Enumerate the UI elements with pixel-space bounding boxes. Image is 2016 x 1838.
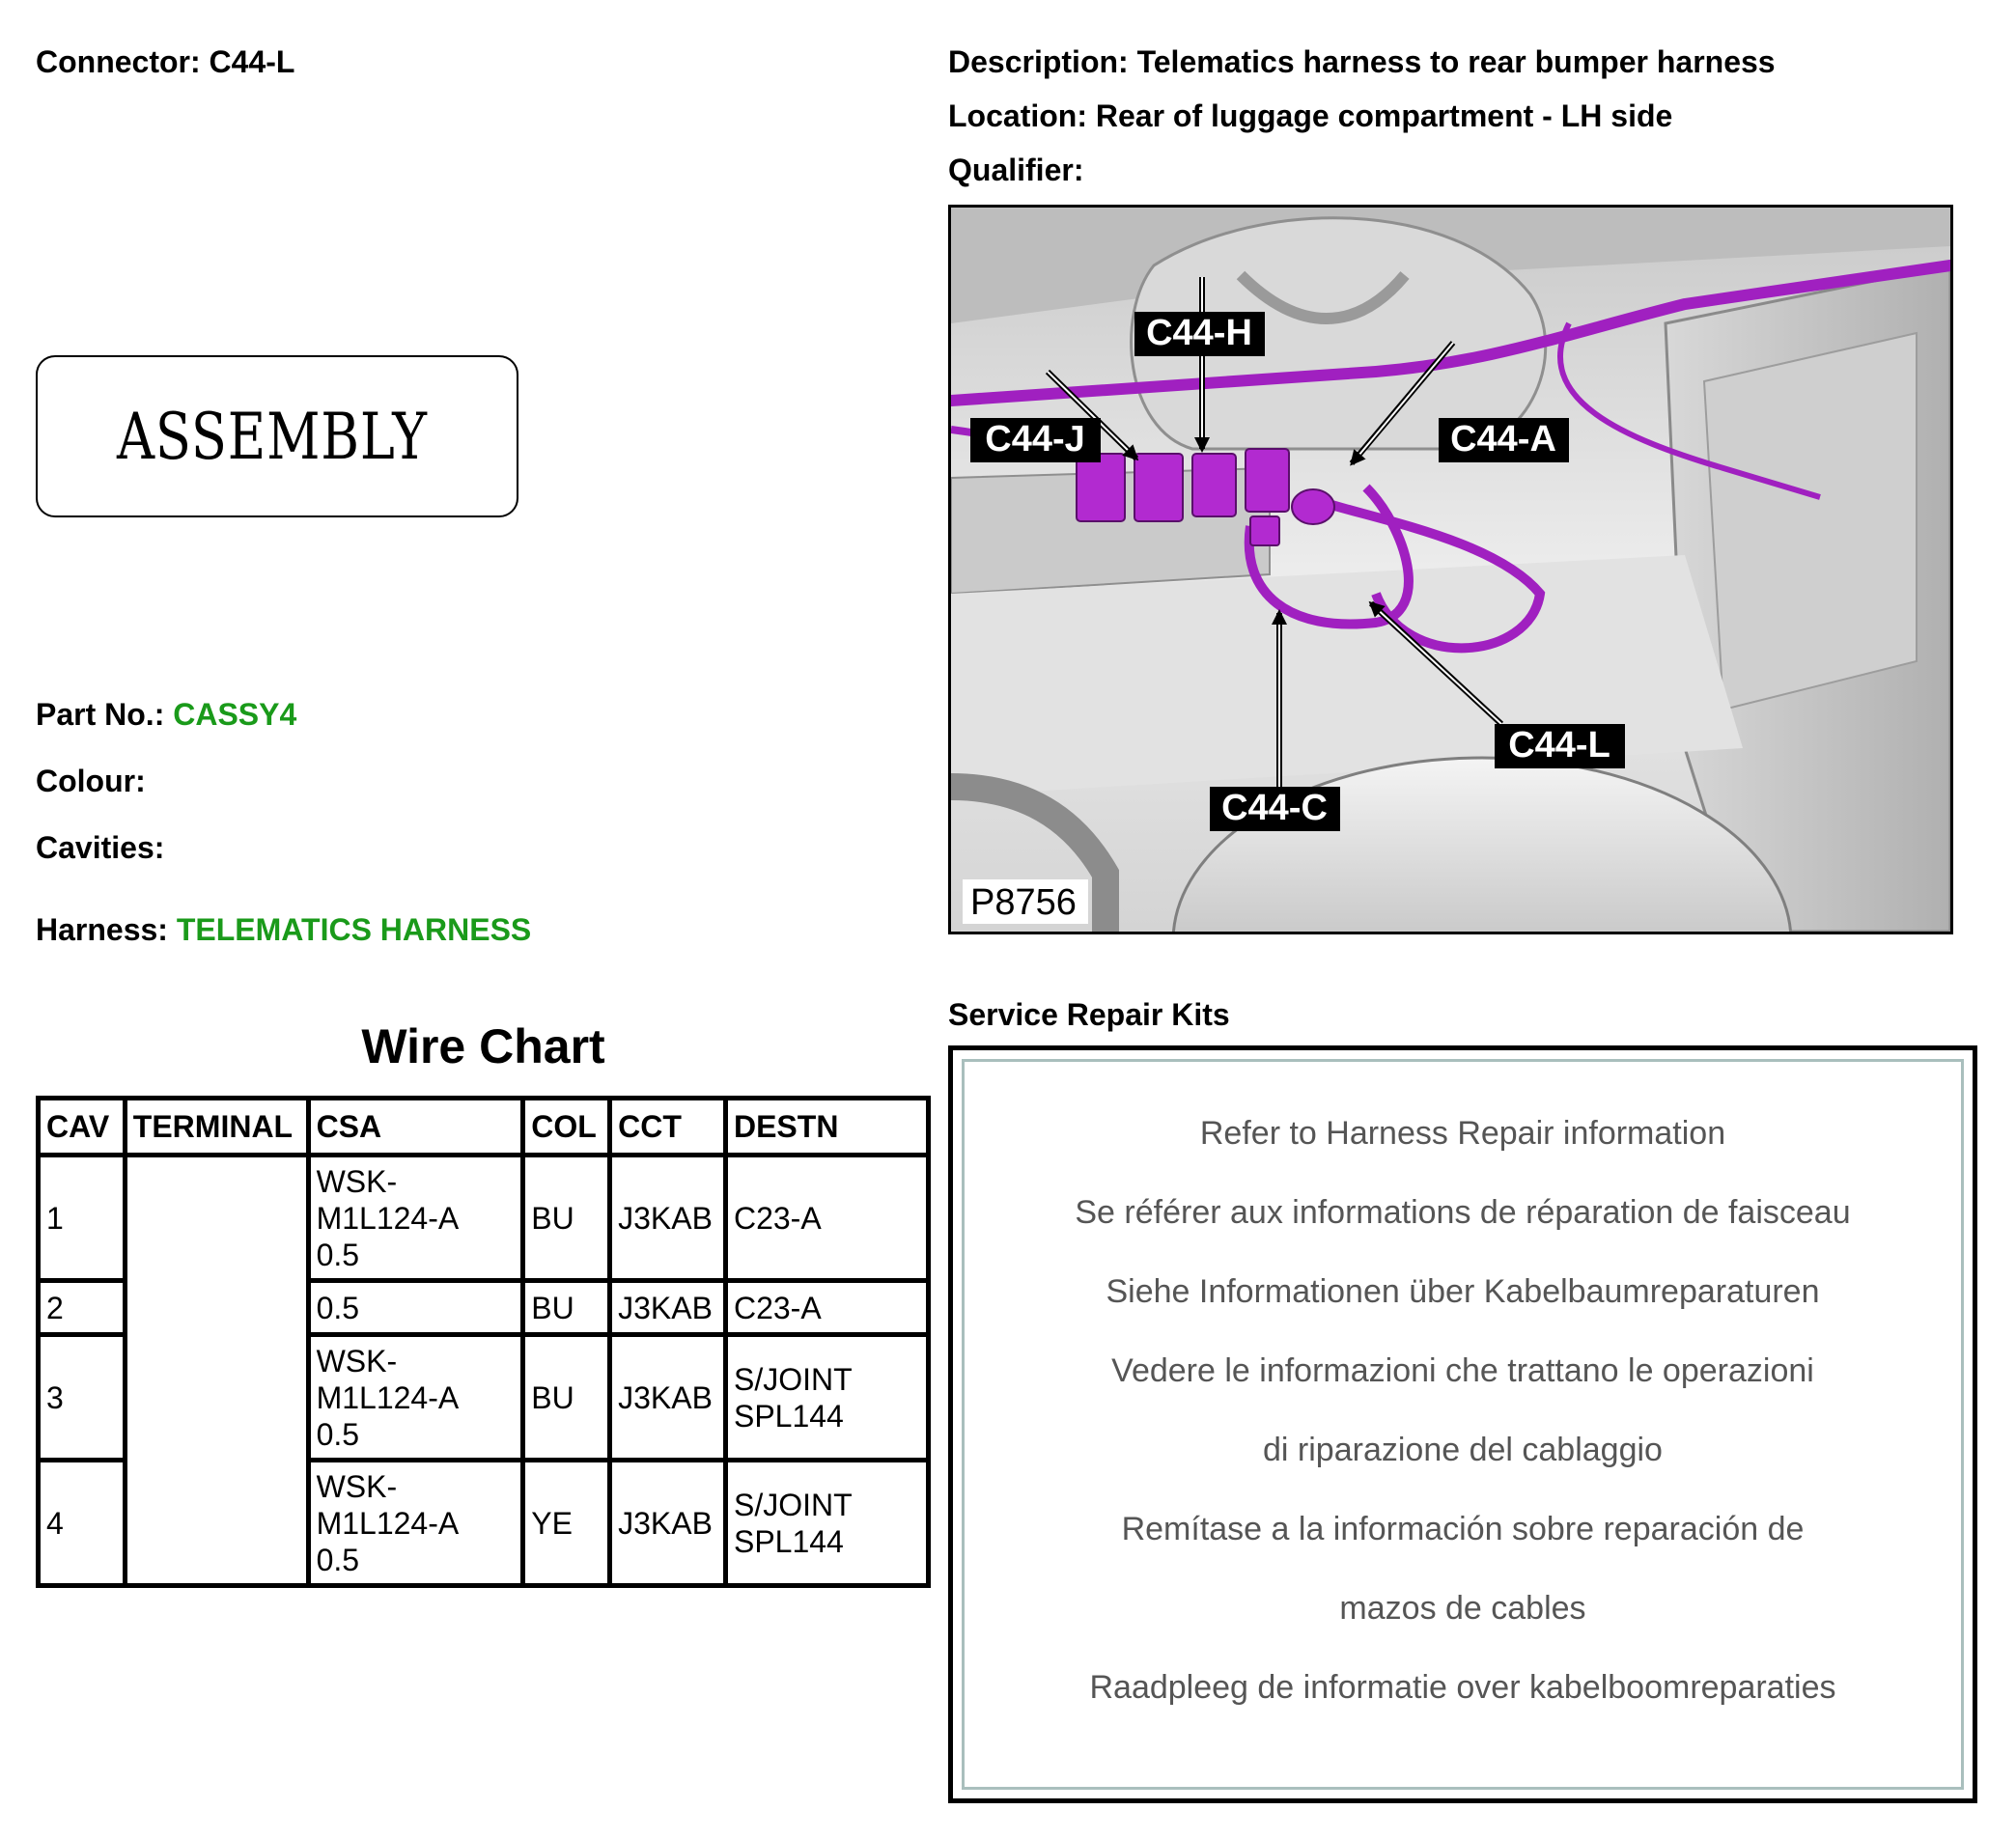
cell-destn: S/JOINT SPL144 xyxy=(725,1335,928,1461)
connector-h xyxy=(1134,454,1183,521)
cell-col: YE xyxy=(523,1461,610,1586)
cell-cav: 1 xyxy=(39,1156,126,1281)
header-cct: CCT xyxy=(610,1099,726,1156)
assembly-text: ASSEMBLY xyxy=(117,400,428,474)
connector-field xyxy=(36,44,294,80)
part-no-field xyxy=(36,697,296,733)
callout-c44-a xyxy=(1439,418,1569,462)
harness-label: Harness: xyxy=(36,912,168,947)
callout-c44-a-text: C44-A xyxy=(1450,419,1556,460)
side-inset xyxy=(1704,333,1917,710)
part-no-label: Part No.: xyxy=(36,697,165,732)
service-repair-kits-box xyxy=(948,1045,1977,1803)
description-label: Description: xyxy=(948,44,1129,79)
cavities-label: Cavities: xyxy=(36,830,165,865)
description-field xyxy=(948,44,1776,80)
connector-label: Connector: xyxy=(36,44,201,79)
repair-info-line: Refer to Harness Repair information xyxy=(1199,1115,1726,1152)
cell-csa: WSK- M1L124-A 0.5 xyxy=(308,1461,523,1586)
callout-c44-l xyxy=(1495,724,1625,768)
service-repair-kits-title: Service Repair Kits xyxy=(948,997,1230,1032)
cell-cav: 2 xyxy=(39,1281,126,1335)
connector-value: C44-L xyxy=(209,44,295,79)
callout-c44-h-text: C44-H xyxy=(1146,313,1252,353)
header-terminal: TERMINAL xyxy=(125,1099,308,1156)
header-csa: CSA xyxy=(308,1099,523,1156)
cell-csa: 0.5 xyxy=(308,1281,523,1335)
connector-a xyxy=(1246,449,1289,512)
cell-col: BU xyxy=(523,1281,610,1335)
cell-destn: C23-A xyxy=(725,1281,928,1335)
qualifier-label: Qualifier: xyxy=(948,153,1084,187)
repair-info-line: mazos de cables xyxy=(1339,1590,1586,1627)
location-field xyxy=(948,98,1672,134)
callout-c44-j xyxy=(970,418,1101,462)
cell-cct: J3KAB xyxy=(610,1281,726,1335)
callout-c44-l-text: C44-L xyxy=(1508,725,1610,766)
description-value: Telematics harness to rear bumper harness xyxy=(1136,44,1776,79)
harness-value: TELEMATICS HARNESS xyxy=(176,912,532,947)
cell-col: BU xyxy=(523,1335,610,1461)
location-value: Rear of luggage compartment - LH side xyxy=(1095,98,1673,133)
cell-cct: J3KAB xyxy=(610,1335,726,1461)
grommet xyxy=(1292,489,1334,524)
service-repair-kits-inner xyxy=(962,1059,1964,1790)
connector-c xyxy=(1192,454,1236,516)
callout-c44-h xyxy=(1134,312,1265,356)
callout-c44-c xyxy=(1210,787,1340,831)
cell-csa: WSK- M1L124-A 0.5 xyxy=(308,1156,523,1281)
repair-info-line: Vedere le informazioni che trattano le operazioni xyxy=(1111,1352,1814,1389)
callout-c44-j-text: C44-J xyxy=(985,419,1085,460)
harness-field xyxy=(36,912,531,948)
repair-info-line: Raadpleeg de informatie over kabelboomreparaties xyxy=(1089,1669,1836,1706)
connector-j xyxy=(1077,454,1125,521)
repair-info-line: Remítase a la información sobre reparación de xyxy=(1121,1511,1805,1547)
wire-chart-table xyxy=(36,1096,931,1588)
cell-csa: WSK- M1L124-A 0.5 xyxy=(308,1335,523,1461)
cell-cav: 3 xyxy=(39,1335,126,1461)
cell-cct: J3KAB xyxy=(610,1156,726,1281)
assembly-box xyxy=(36,355,518,517)
photo-ref-label xyxy=(963,879,1088,924)
location-illustration xyxy=(948,205,1953,934)
connector-l xyxy=(1250,516,1279,545)
header-destn: DESTN xyxy=(725,1099,928,1156)
photo-ref-text: P8756 xyxy=(970,882,1077,923)
wire-chart-title: Wire Chart xyxy=(361,1019,605,1073)
wire-chart-header-row xyxy=(39,1099,929,1156)
repair-info-line: di riparazione del cablaggio xyxy=(1263,1432,1663,1468)
repair-info-line: Se référer aux informations de réparation de faisceau xyxy=(1075,1194,1851,1231)
cell-terminal xyxy=(125,1156,308,1586)
table-row xyxy=(39,1156,929,1281)
part-no-value: CASSY4 xyxy=(173,697,297,732)
colour-label: Colour: xyxy=(36,764,146,798)
cell-cct: J3KAB xyxy=(610,1461,726,1586)
cell-destn: C23-A xyxy=(725,1156,928,1281)
callout-c44-c-text: C44-C xyxy=(1221,788,1328,828)
header-col: COL xyxy=(523,1099,610,1156)
illustration-svg xyxy=(951,208,1950,932)
location-label: Location: xyxy=(948,98,1087,133)
cell-cav: 4 xyxy=(39,1461,126,1586)
cell-destn: S/JOINT SPL144 xyxy=(725,1461,928,1586)
repair-info-line: Siehe Informationen über Kabelbaumreparaturen xyxy=(1106,1273,1820,1310)
header-cav: CAV xyxy=(39,1099,126,1156)
cell-col: BU xyxy=(523,1156,610,1281)
